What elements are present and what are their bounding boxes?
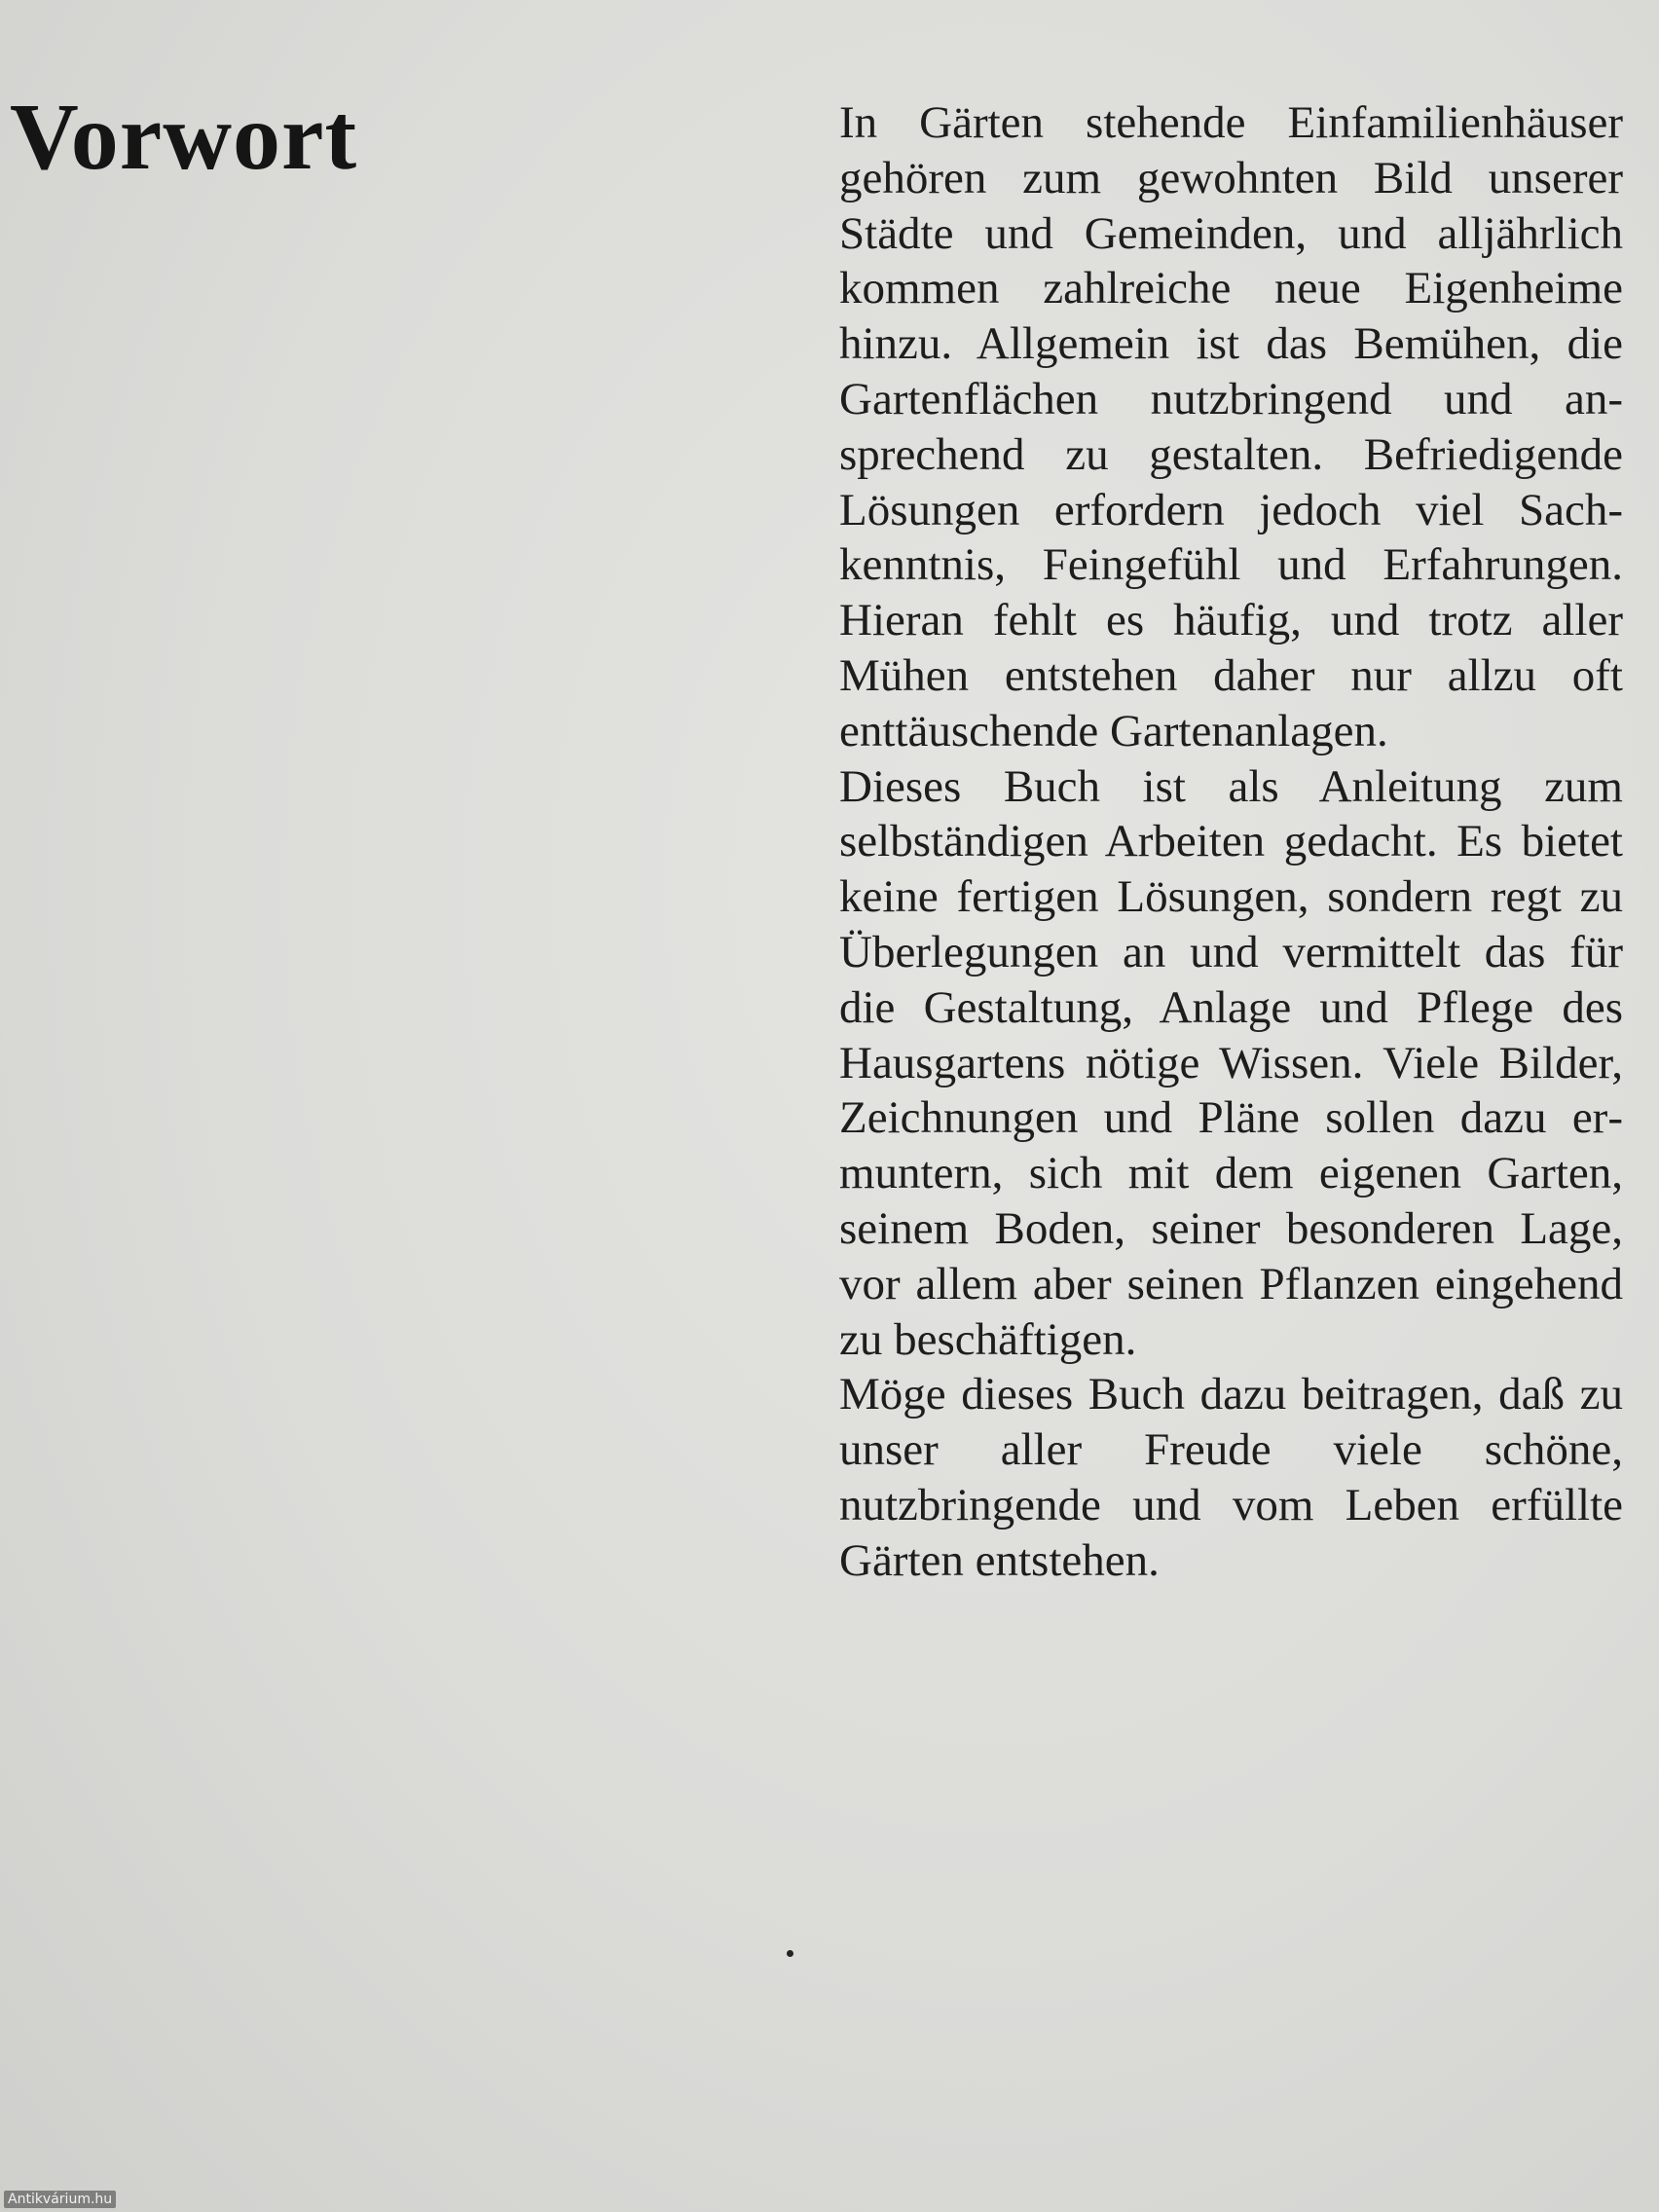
preface-text [839,95,1623,1589]
page-title: Vorwort [10,85,358,190]
watermark: Antikvárium.hu [4,2191,116,2208]
paragraph-3: Möge dieses Buch dazu beitragen, daß zu unser aller Freude viele schöne, nutzbringende und vom Leben erfüllte Gärten entstehen. [839,1369,1623,1586]
ink-speck [787,1950,793,1957]
paragraph-1: In Gärten stehende Einfamilienhäuser gehören zum gewohnten Bild unserer Städte und Gemeinden, und alljährlich kommen zahlreiche neue Eigenheime hinzu. Allgemein ist das Bemühen, die Gartenflächen nutzbringend und ansprechend zu gestalten. Befriedigende Lösungen erfordern jedoch viel Sachkenntnis, Feingefühl und Erfahrungen. Hieran fehlt es häufig, und trotz aller Mühen entstehen daher nur allzu oft enttäuschende Gartenanlagen. [839,97,1623,756]
paragraph-2: Dieses Buch ist als Anleitung zum selbständigen Arbeiten gedacht. Es bietet keine fertigen Lösungen, sondern regt zu Überlegungen an und vermittelt das für die Gestaltung, Anlage und Pflege des Hausgartens nötige Wissen. Viele Bilder, Zeichnungen und Pläne sollen dazu ermuntern, sich mit dem eigenen Garten, seinem Boden, seiner besonderen Lage, vor allem aber seinen Pflanzen eingehend zu beschäftigen. [839,760,1623,1365]
